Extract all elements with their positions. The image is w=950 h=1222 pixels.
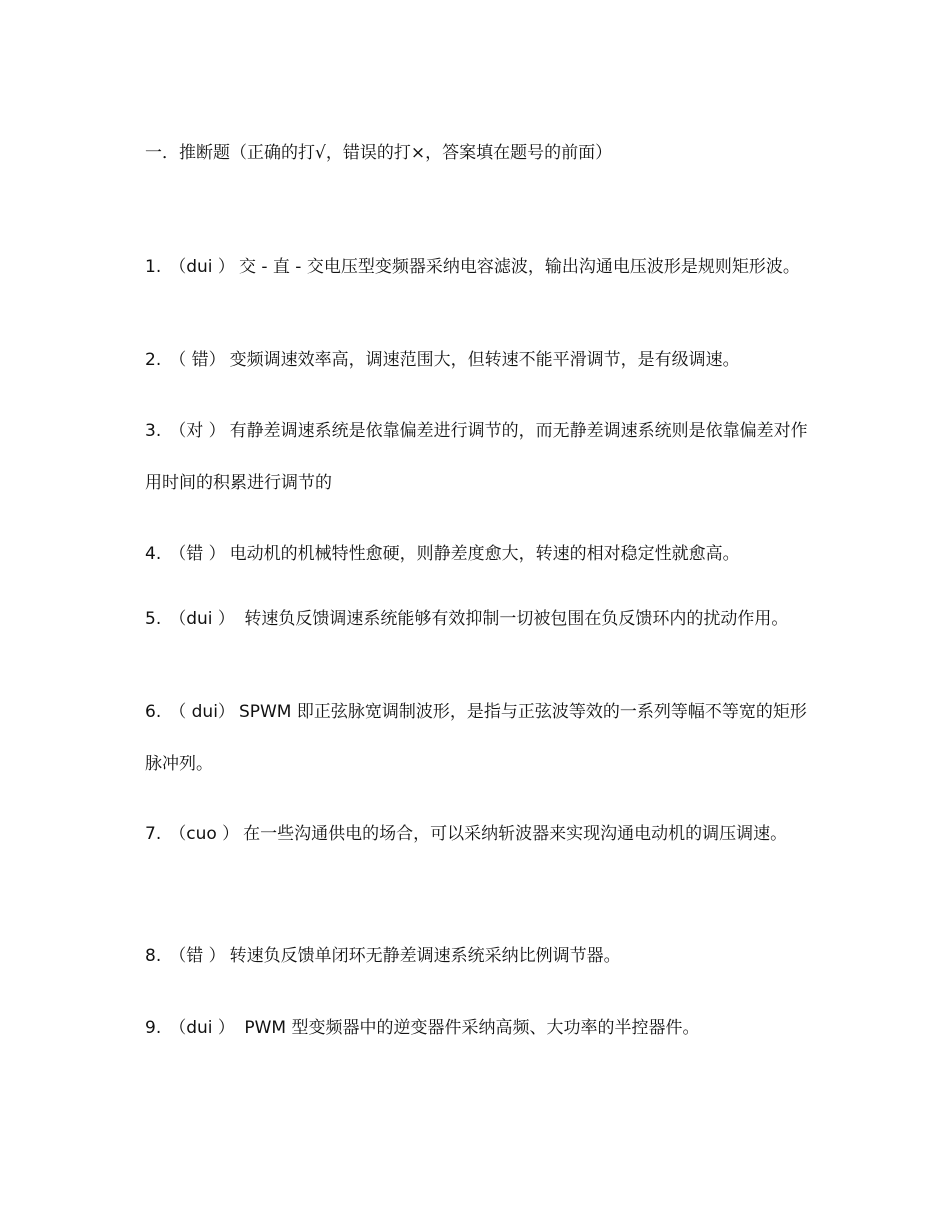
question-item-8 [145, 943, 813, 969]
question-item-4 [145, 541, 813, 567]
question-text: 转速负反馈单闭环无静差调速系统采纳比例调节器。 [229, 946, 621, 966]
question-number: 4. [145, 544, 162, 564]
answer-mark: （dui ） [169, 1018, 235, 1038]
question-item-5 [145, 603, 813, 635]
question-number: 2. [145, 350, 162, 370]
question-number: 7. [145, 824, 162, 844]
answer-mark: （ 错） [169, 350, 226, 370]
question-number: 9. [145, 1018, 162, 1038]
answer-mark: （cuo ） [169, 824, 240, 844]
question-text: 交 - 直 - 交电压型变频器采纳电容滤波，输出沟通电压波形是规则矩形波。 [238, 257, 800, 277]
question-number: 6. [145, 702, 162, 722]
question-number: 3. [145, 421, 162, 441]
question-text: 在一些沟通供电的场合，可以采纳斩波器来实现沟通电动机的调压调速。 [243, 824, 788, 844]
question-item-7 [145, 808, 813, 860]
question-item-9 [145, 1015, 813, 1041]
question-number: 1. [145, 257, 162, 277]
question-text: 转速负反馈调速系统能够有效抑制一切被包围在负反馈环内的扰动作用。 [238, 609, 789, 629]
answer-mark: （ dui） [169, 702, 235, 722]
question-item-2 [145, 347, 813, 373]
answer-mark: （错 ） [169, 544, 226, 564]
section-heading: 一．推断题（正确的打√，错误的打×，答案填在题号的前面） [145, 143, 613, 163]
question-number: 8. [145, 946, 162, 966]
answer-mark: （dui ） [169, 609, 235, 629]
question-text: 变频调速效率高，调速范围大，但转速不能平滑调节，是有级调速。 [229, 350, 740, 370]
question-item-6 [145, 686, 813, 790]
question-text: 有静差调速系统是依靠偏差进行调节的，而无静差调速系统则是依靠偏差对作用时间的积累进行调节的 [145, 421, 808, 493]
question-text: SPWM 即正弦脉宽调制波形，是指与正弦波等效的一系列等幅不等宽的矩形脉冲列。 [145, 702, 807, 774]
question-item-1 [145, 251, 813, 283]
answer-mark: （dui ） [169, 257, 235, 277]
question-text: PWM 型变频器中的逆变器件采纳高频、大功率的半控器件。 [238, 1018, 700, 1038]
answer-mark: （错 ） [169, 946, 226, 966]
question-number: 5. [145, 609, 162, 629]
question-text: 电动机的机械特性愈硬，则静差度愈大，转速的相对稳定性就愈高。 [229, 544, 740, 564]
answer-mark: （对 ） [169, 421, 226, 441]
question-item-3 [145, 405, 813, 509]
